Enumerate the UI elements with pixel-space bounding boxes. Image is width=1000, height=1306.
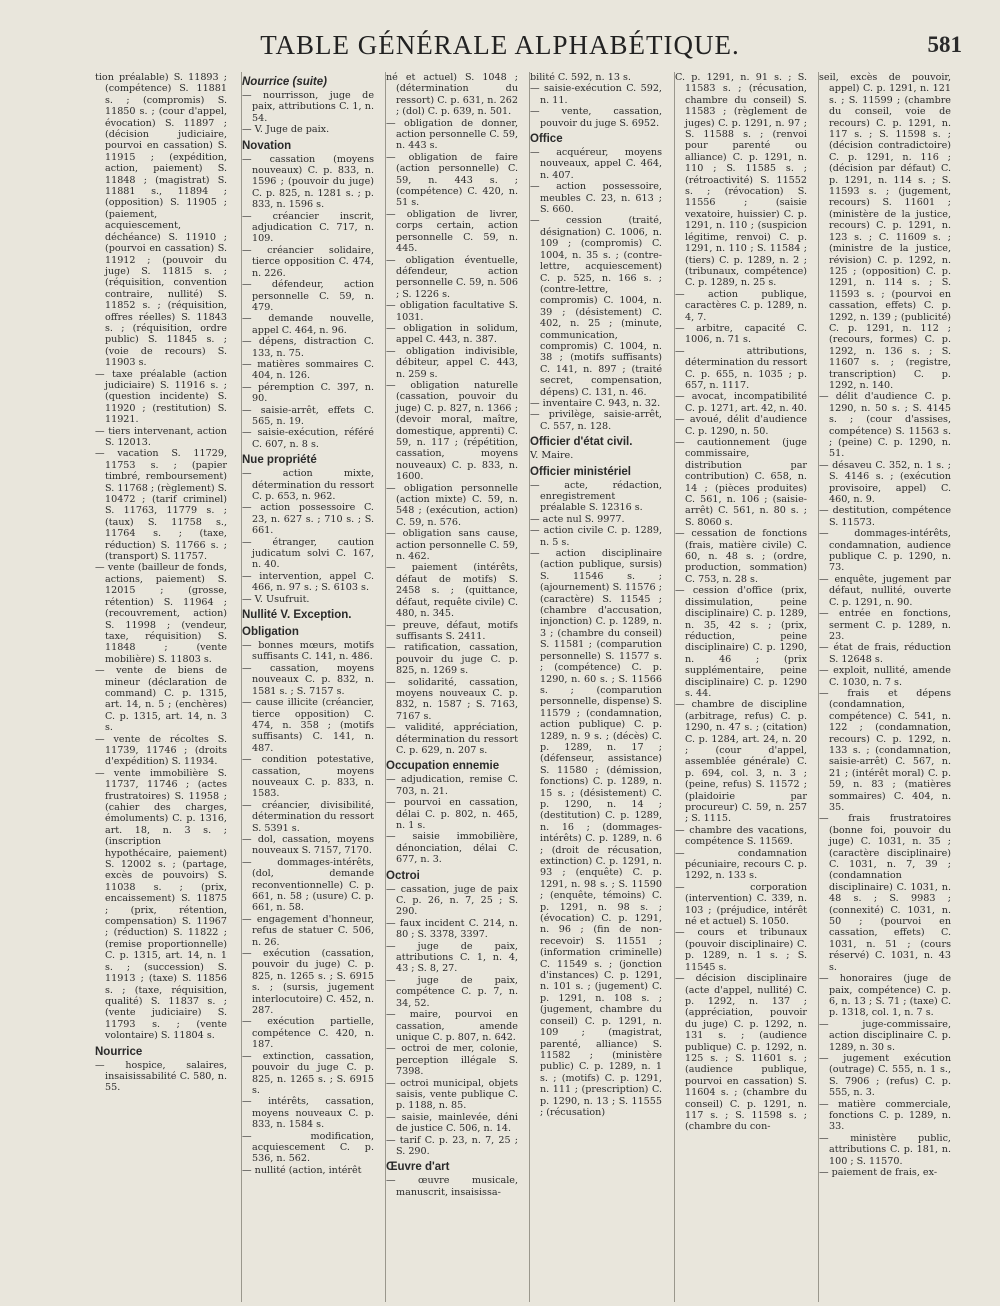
index-entry: — matière commerciale, fonctions C. p. 1289, n. 33. — [819, 1098, 951, 1133]
index-entry: — saisie immobilière, dénonciation, délai C. 677, n. 3. — [386, 831, 518, 866]
index-entry: — vente immobilière S. 11737, 11746 ; (actes frustratoires) S. 11958 ; (cahier des charges, émoluments) C. p. 1316, art. 18, n. 3 s. ; (inscription hypothécaire, paiement) S. 12002 s. ; (partage, excès de pouvoirs) S. 11038 s. ; (prix, encaissement) S. 11875 ; (prix, rétention, compensation) S. 11967 ; (réduction) S. 11822 ; (remise proportionnelle) C. p. 1315, art. 14, n. 1 s. ; (succession) S. 11913 ; (taxe) S. 11856 s. ; (taxe, réquisition, qualité) S. 11837 s. ; (vente judiciaire) S. 11793 s. ; (vente volontaire) S. 11804 s. — [95, 767, 227, 1042]
index-entry: — acte nul S. 9977. — [530, 513, 625, 525]
index-entry: — corporation (intervention) C. 339, n. 103 ; (préjudice, intérêt né et actuel) S. 1050. — [675, 881, 807, 928]
index-entry: — étranger, caution judicatum solvi C. 167, n. 40. — [242, 536, 374, 571]
index-entry: — créancier inscrit, adjudication C. 717, n. 109. — [242, 210, 374, 245]
index-entry: — arbitre, capacité C. 1006, n. 71 s. — [675, 322, 807, 346]
index-entry: — exécution partielle, compétence C. 420, n. 187. — [242, 1016, 374, 1051]
index-entry: — tarif C. p. 23, n. 7, 25 ; S. 290. — [386, 1134, 518, 1157]
index-entry: — taxe préalable (action judiciaire) S. 11916 s. ; (question incidente) S. 11920 ; (restitution) S. 11921. — [95, 368, 227, 426]
index-entry: bilité C. 592, n. 13 s. — [530, 72, 631, 83]
index-entry: — faux incident C. 214, n. 80 ; S. 3378, 3397. — [386, 917, 518, 941]
index-entry: — privilège, saisie-arrêt, C. 557, n. 128. — [530, 409, 662, 432]
index-entry: — état de frais, réduction S. 12648 s. — [819, 642, 951, 665]
index-entry: — cassation, juge de paix C. p. 26, n. 7, 25 ; S. 290. — [386, 883, 518, 918]
index-entry: — obligation facultative S. 1031. — [386, 300, 518, 323]
index-entry: — dommages-intérêts, (dol, demande reconventionnelle) C. p. 661, n. 58 ; (usure) C. p. 661, n. 58. — [242, 856, 374, 914]
index-entry: — créancier solidaire, tierce opposition C. 474, n. 226. — [242, 244, 374, 279]
index-entry: — V. Juge de paix. — [242, 124, 330, 136]
index-entry: — avoué, délit d'audience C. p. 1290, n. 50. — [675, 414, 807, 437]
index-entry: — vente (bailleur de fonds, actions, paiement) S. 12015 ; (grosse, rétention) S. 11964 ; (recouvrement, action) S. 11998 ; (vendeur, taxe, réquisition) S. 11848 ; (vente mobilière) S. 11803 s. — [95, 562, 227, 665]
index-entry: — enquête, jugement par défaut, nullité, ouverte C. p. 1291, n. 90. — [819, 573, 951, 608]
index-entry: — paiement (intérêts, défaut de motifs) S. 2458 s. ; (quittance, défaut, requête civile) C. 480, n. 345. — [386, 562, 518, 620]
index-entry: — désaveu C. 352, n. 1 s. ; S. 4146 s. ; (exécution provisoire, appel) C. 460, n. 9. — [819, 459, 951, 506]
index-entry: — chambre des vacations, compétence S. 11569. — [675, 824, 807, 848]
index-entry: — cassation (moyens nouveaux) C. p. 833, n. 1596 ; (pouvoir du juge) C. p. 825, n. 1281 s. ; p. 833, n. 1596 s. — [242, 153, 374, 211]
index-entry: — cession (traité, désignation) C. 1006, n. 109 ; (compromis) C. 1004, n. 35 s. ; (contre-lettre, acquiescement) C. p. 525, n. 166 s. ; (contre-lettre, compromis) C. 1004, n. 39 ; (désistement) C. 402, n. 25 ; (minute, communication, compromis) C. 1004, n. 38 ; (motifs suffisants) C. 141, n. 897 ; (traité secret, compensation, dépens) C. 131, n. 46. — [530, 215, 662, 398]
index-entry: — inventaire C. 943, n. 32. — [530, 397, 661, 409]
index-heading: Officier d'état civil. — [530, 436, 633, 449]
index-entry: — créancier, divisibilité, détermination du ressort S. 5391 s. — [242, 799, 374, 834]
index-entry: — obligation in solidum, appel C. 443, n. 387. — [386, 322, 518, 346]
index-entry: — délit d'audience C. p. 1290, n. 50 s. ; S. 4145 s. ; (cour d'assises, compétence) S. 11563 s. ; (peine) C. p. 1290, n. 51. — [819, 391, 951, 460]
index-columns — [95, 72, 955, 1302]
index-entry: — action possessoire, meubles C. 23, n. 613 ; S. 660. — [530, 181, 662, 216]
index-entry: — ratification, cassation, pouvoir du juge C. p. 825, n. 1269 s. — [386, 642, 518, 677]
page-number: 581 — [927, 32, 962, 57]
index-entry: — preuve, défaut, motifs suffisants S. 2411. — [386, 619, 518, 642]
index-entry: — juge-commissaire, action disciplinaire C. p. 1289, n. 30 s. — [819, 1018, 951, 1053]
index-entry: — dol, cassation, moyens nouveaux S. 7157, 7170. — [242, 833, 374, 857]
index-entry: — attributions, détermination du ressort C. p. 655, n. 1035 ; p. 657, n. 1117. — [675, 345, 807, 391]
index-entry: — bonnes mœurs, motifs suffisants C. 141, n. 486. — [242, 640, 374, 663]
index-heading: Occupation ennemie — [386, 760, 500, 773]
index-heading: Office — [530, 133, 563, 146]
index-entry: — vente, cassation, pouvoir du juge S. 6952. — [530, 106, 662, 129]
index-entry: — pourvoi en cassation, délai C. p. 802, n. 465, n. 1 s. — [386, 797, 518, 831]
index-heading: Novation — [242, 139, 292, 152]
index-heading-continued: Nourrice (suite) — [242, 76, 327, 88]
index-column-4 — [529, 72, 662, 1302]
index-heading: Obligation — [242, 626, 299, 639]
index-column-5 — [674, 72, 807, 1302]
index-entry: — obligation de faire (action personnelle) C. 59, n. 443 s. ; (compétence) C. 420, n. 51 s. — [386, 151, 518, 209]
index-entry: — intérêts, cassation, moyens nouveaux C. p. 833, n. 1584 s. — [242, 1096, 374, 1131]
index-column-3 — [385, 72, 518, 1302]
index-entry: — exploit, nullité, amende C. 1030, n. 7 s. — [819, 665, 951, 688]
index-entry: — solidarité, cassation, moyens nouveaux C. p. 832, n. 1587 ; S. 7163, 7167 s. — [386, 676, 518, 722]
index-entry: — condition potestative, cassation, moyens nouveaux C. p. 833, n. 1583. — [242, 754, 374, 800]
index-entry: — saisie, mainlevée, déni de justice C. 506, n. 14. — [386, 1111, 518, 1135]
index-entry: — extinction, cassation, pouvoir du juge C. p. 825, n. 1265 s. ; S. 6915 s. — [242, 1050, 374, 1096]
index-entry: — engagement d'honneur, refus de statuer C. 506, n. 26. — [242, 913, 374, 948]
index-entry: — cessation de fonctions (frais, matière civile) C. 60, n. 48 s. ; (ordre, production, sommation) C. 753, n. 28 s. — [675, 528, 807, 585]
index-entry: — juge de paix, attributions C. 1, n. 4, 43 ; S. 8, 27. — [386, 940, 518, 975]
index-entry: — obligation naturelle (cassation, pouvoir du juge) C. p. 827, n. 1366 ; (devoir moral, maître, domestique, apprenti) C. 59, n. 117 ; (répétition, cassation, moyens nouveaux) C. p. 833, n. 1600. — [386, 379, 518, 483]
index-entry: — frais frustratoires (bonne foi, pouvoir du juge) C. 1031, n. 35 ; (caractère disciplinaire) C. 1031, n. 7, 39 ; (condamnation disciplinaire) C. 1031, n. 48 s. ; S. 9983 ; (connexité) C. 1031, n. 50 ; (pourvoi en cassation, effets) C. 1031, n. 51 ; (cours réservé) C. 1031, n. 43 s. — [819, 813, 951, 973]
index-entry: — acquéreur, moyens nouveaux, appel C. 464, n. 407. — [530, 147, 662, 181]
index-entry: seil, excès de pouvoir, appel) C. p. 1291, n. 121 s. ; S. 11599 ; (chambre du conseil, voie de recours) C. p. 1291, n. 117 s. ; S. 11598 s. ; (décision contradictoire) C. p. 1291, n. 116 ; (décision par défaut) C. p. 1291, n. 114 s. ; S. 11593 s. ; (jugement, recours) S. 11601 ; (ministère de la justice, recours) C. p. 1291, n. 123 s. ; C. 11609 s. ; (ministre de la justice, révision) C. p. 1292, n. 125 ; (opposition) C. p. 1291, n. 114 s. ; S. 11593 s. ; (pourvoi en cassation, effets) C. p. 1292, n. 139 ; (publicité) C. p. 1291, n. 112 ; (recours, formes) C. p. 1292, n. 136 s. ; S. 11607 s. ; (registre, transcription) C. p. 1292, n. 140. — [819, 72, 951, 391]
index-entry: — maire, pourvoi en cassation, amende unique C. p. 807, n. 642. — [386, 1009, 518, 1043]
page-title: TABLE GÉNÉRALE ALPHABÉTIQUE. — [260, 30, 740, 60]
page-header — [0, 30, 1000, 70]
index-entry: — saisie-exécution C. 592, n. 11. — [530, 83, 662, 106]
index-entry: — demande nouvelle, appel C. 464, n. 96. — [242, 313, 374, 336]
index-entry: — entrée en fonctions, serment C. p. 1289, n. 23. — [819, 608, 951, 642]
index-entry: tion préalable) S. 11893 ; (compétence) S. 11881 s. ; (compromis) S. 11850 s. ; (cour d'appel, évocation) S. 11897 ; (décision judiciaire, pourvoi en cassation) S. 11915 ; (expédition, action, paiement) S. 11848 ; (magistrat) S. 11881 s., 11894 ; (opposition) S. 11905 ; (paiement, acquiescement, déchéance) S. 11910 ; (pourvoi en cassation) S. 11912 ; (pouvoir du juge) S. 11815 s. ; (réquisition, convention contraire, nullité) S. 11852 s. ; (réquisition, offres réelles) S. 11843 s. ; (réquisition, ordre public) S. 11845 s. ; (voie de recours) S. 11903 s. — [95, 72, 227, 369]
index-entry: — action mixte, détermination du ressort C. p. 653, n. 962. — [242, 468, 374, 502]
index-entry: — saisie-arrêt, effets C. 565, n. 19. — [242, 404, 374, 427]
index-entry: C. p. 1291, n. 91 s. ; S. 11583 s. ; (récusation, chambre du conseil) S. 11583 ; (règlement de juges) C. p. 1291, n. 97 ; S. 11588 s. ; (renvoi pour parenté ou alliance) C. p. 1291, n. 110 ; S. 11585 s. ; (rétroactivité) S. 11552 s. ; (révocation) S. 11556 ; (saisie vexatoire, huissier) C. p. 1291, n. 110 ; (suspicion légitime, renvoi) C. p. 1291, n. 110 ; S. 11584 ; (tiers) C. p. 1289, n. 2 ; (tribunaux, compétence) C. p. 1289, n. 25 s. — [675, 72, 807, 289]
index-heading: Nue propriété — [242, 454, 317, 467]
index-entry: — honoraires (juge de paix, compétence) C. p. 6, n. 13 ; S. 71 ; (taxe) C. p. 1318, col. 1, n. 7 s. — [819, 973, 951, 1019]
index-entry: — cautionnement (juge commissaire, distribution par contribution) C. 658, n. 14 ; (pièces produites) C. 561, n. 106 ; (saisie-arrêt) C. 561, n. 80 s. ; S. 8060 s. — [675, 437, 807, 528]
index-heading: Œuvre d'art — [386, 1161, 450, 1174]
index-entry: — matières sommaires C. 404, n. 126. — [242, 358, 374, 382]
index-entry: né et actuel) S. 1048 ; (détermination du ressort) C. p. 631, n. 262 ; (dol) C. p. 639, n. 501. — [386, 72, 518, 118]
index-entry: — vente de biens de mineur (déclaration de command) C. p. 1315, art. 14, n. 5 ; (enchères) C. p. 1315, art. 14, n. 3 s. — [95, 665, 227, 734]
index-entry: — destitution, compétence S. 11573. — [819, 505, 951, 528]
index-entry: V. Maire. — [530, 450, 574, 462]
index-entry: — obligation de livrer, corps certain, action personnelle C. 59, n. 445. — [386, 208, 518, 255]
index-entry: — jugement exécution (outrage) C. 555, n. 1 s., S. 7906 ; (refus) C. p. 555, n. 3. — [819, 1052, 951, 1099]
index-entry: — action civile C. p. 1289, n. 5 s. — [530, 525, 662, 548]
index-entry: — intervention, appel C. 466, n. 97 s. ; S. 6103 s. — [242, 570, 374, 594]
index-entry: — adjudication, remise C. 703, n. 21. — [386, 774, 518, 797]
index-entry: — cession d'office (prix, dissimulation, peine disciplinaire) C. p. 1289, n. 35, 42 s. ; (prix, réduction, peine disciplinaire) C. p. 1290, n. 46 ; (prix supplémentaire, peine disciplinaire) C. p. 1290 s. 44. — [675, 585, 807, 699]
index-column-2 — [241, 72, 374, 1302]
index-entry: — nourrisson, juge de paix, attributions C. 1, n. 54. — [242, 90, 374, 124]
index-entry: — modification, acquiescement C. p. 536, n. 562. — [242, 1130, 374, 1165]
index-entry: — paiement de frais, ex- — [819, 1167, 938, 1178]
index-entry: — nullité (action, intérêt — [242, 1164, 362, 1176]
index-column-6 — [818, 72, 951, 1302]
index-entry: — obligation de donner, action personnelle C. 59, n. 443 s. — [386, 117, 518, 152]
index-entry: — chambre de discipline (arbitrage, refus) C. p. 1290, n. 47 s. ; (citation) C. p. 1284, art. 24, n. 20 ; (cour d'appel, assemblée générale) C. p. 694, col. 3, n. 3 ; (peine, refus) S. 11572 ; (plaidoirie par procureur) C. 59, n. 257 ; S. 1115. — [675, 699, 807, 825]
index-entry: — cause illicite (créancier, tierce opposition) C. 474, n. 358 ; (motifs suffisants) C. 141, n. 487. — [242, 697, 374, 754]
index-entry: — péremption C. 397, n. 90. — [242, 381, 374, 405]
index-entry: — octroi de mer, colonie, perception illégale S. 7398. — [386, 1043, 518, 1078]
index-column-1 — [95, 72, 227, 1302]
index-heading: Octroi — [386, 869, 420, 882]
index-entry: — obligation éventuelle, défendeur, action personnelle C. 59, n. 506 ; S. 1226 s. — [386, 254, 518, 300]
index-entry: — obligation personnelle (action mixte) C. 59, n. 548 ; (exécution, action) C. 59, n. 576. — [386, 482, 518, 528]
index-entry: — tiers intervenant, action S. 12013. — [95, 425, 227, 448]
index-entry: — action possessoire C. 23, n. 627 s. ; 710 s. ; S. 661. — [242, 502, 374, 537]
index-entry: — action disciplinaire (action publique, sursis) S. 11546 s. ; (ajournement) S. 11576 ; (caractère) S. 11545 ; (chambre d'accusation, injonction) C. p. 1289, n. 3 ; (chambre du conseil) S. 11581 ; (comparution personnelle) S. 11577 s. ; (compétence) C. p. 1290, n. 60 s. ; S. 11566 s. ; (comparution personnelle, dispense) S. 11579 ; (condamnation, action publique) C. p. 1289, n. 9 s. ; (décès) C. p. 1289, n. 17 ; (défenseur, assistance) S. 11580 ; (démission, fonctions) C. p. 1289, n. 15 s. ; (désistement) C. p. 1290, n. 14 ; (destitution) C. p. 1289, n. 16 ; (dommages-intérêts) C. p. 1289, n. 6 ; (droit de récusation, extinction) C. p. 1291, n. 93 ; (enquête) C. p. 1291, n. 98 s. ; S. 11590 ; (enquête, témoins) C. p. 1291, n. 98 s. ; (évocation) C. p. 1291, n. 96 ; (fin de non-recevoir) S. 11551 ; (information criminelle) C. 11549 s. ; (jonction d'instances) C. p. 1291, n. 101 s. ; (jugement) C. p. 1291, n. 108 s. ; (jugement, chambre du conseil) C. p. 1291, n. 109 ; (magistrat, parenté, alliance) S. 11582 ; (ministère public) C. p. 1289, n. 1 s. ; (motifs) C. p. 1291, n. 111 ; (prescription) C. p. 1290, n. 13 ; S. 11555 ; (récusation) — [530, 548, 662, 1118]
index-entry: — dommages-intérêts, condamnation, audience publique C. p. 1290, n. 73. — [819, 528, 951, 574]
index-entry: — exécution (cassation, pouvoir du juge) C. p. 825, n. 1265 s. ; S. 6915 s. ; (sursis, jugement interlocutoire) C. 452, n. 287. — [242, 948, 374, 1017]
index-entry: — défendeur, action personnelle C. 59, n. 479. — [242, 279, 374, 313]
index-entry: — acte, rédaction, enregistrement préalable S. 12316 s. — [530, 479, 662, 514]
index-entry: — dépens, distraction C. 133, n. 75. — [242, 336, 374, 359]
index-entry: — saisie-exécution, référé C. 607, n. 8 s. — [242, 427, 374, 450]
index-entry: — cassation, moyens nouveaux C. p. 832, n. 1581 s. ; S. 7157 s. — [242, 662, 374, 697]
index-entry: — V. Usufruit. — [242, 593, 310, 605]
index-heading: Officier ministériel — [530, 465, 631, 478]
index-entry: — octroi municipal, objets saisis, vente publique C. p. 1188, n. 85. — [386, 1077, 518, 1112]
index-entry: — décision disciplinaire (acte d'appel, nullité) C. p. 1292, n. 137 ; (appréciation, pouvoir du juge) C. p. 1292, n. 131 s. ; (audience publique) C. p. 1292, n. 125 s. ; S. 11601 s. ; (audience publique, pourvoi en cassation) S. 11604 s. ; (chambre du conseil) C. p. 1291, n. 117 s. ; S. 11598 s. ; (chambre du con- — [675, 973, 807, 1133]
index-entry: — avocat, incompatibilité C. p. 1271, art. 42, n. 40. — [675, 391, 807, 414]
index-entry: — obligation indivisible, débiteur, appel C. 443, n. 259 s. — [386, 345, 518, 380]
index-entry: — cours et tribunaux (pouvoir disciplinaire) C. p. 1289, n. 1 s. ; S. 11545 s. — [675, 927, 807, 973]
index-entry: — vacation S. 11729, 11753 s. ; (papier timbré, remboursement) S. 11768 ; (règlement) S. 10472 ; (tarif criminel) S. 11763, 11779 s. ; (taux) S. 11758 s., 11764 s. ; (taxe, réduction) S. 11766 s. ; (transport) S. 11757. — [95, 448, 227, 563]
index-entry: — frais et dépens (condamnation, compétence) C. 541, n. 122 ; (condamnation, recours) C. p. 1292, n. 133 s. ; (condamnation, saisie-arrêt) C. 567, n. 21 ; (intérêt moral) C. p. 59, n. 83 ; (matières sommaires) C. 404, n. 35. — [819, 687, 951, 813]
index-entry: — œuvre musicale, manuscrit, insaisissa- — [386, 1175, 518, 1198]
index-entry: — obligation sans cause, action personnelle C. 59, n. 462. — [386, 528, 518, 563]
index-entry: — action publique, caractères C. p. 1289, n. 4, 7. — [675, 288, 807, 323]
index-entry: — juge de paix, compétence C. p. 7, n. 34, 52. — [386, 974, 518, 1009]
index-entry: — vente de récoltes S. 11739, 11746 ; (droits d'expédition) S. 11934. — [95, 733, 227, 768]
index-entry: — condamnation pécuniaire, recours C. p. 1292, n. 133 s. — [675, 847, 807, 882]
index-heading: Nullité V. Exception. — [242, 609, 352, 622]
index-heading: Nourrice — [95, 1045, 143, 1058]
index-entry: — ministère public, attributions C. p. 181, n. 100 ; S. 11570. — [819, 1132, 951, 1167]
index-entry: — hospice, salaires, insaisissabilité C. 580, n. 55. — [95, 1059, 227, 1094]
index-entry: — validité, appréciation, détermination du ressort C. p. 629, n. 207 s. — [386, 722, 518, 756]
